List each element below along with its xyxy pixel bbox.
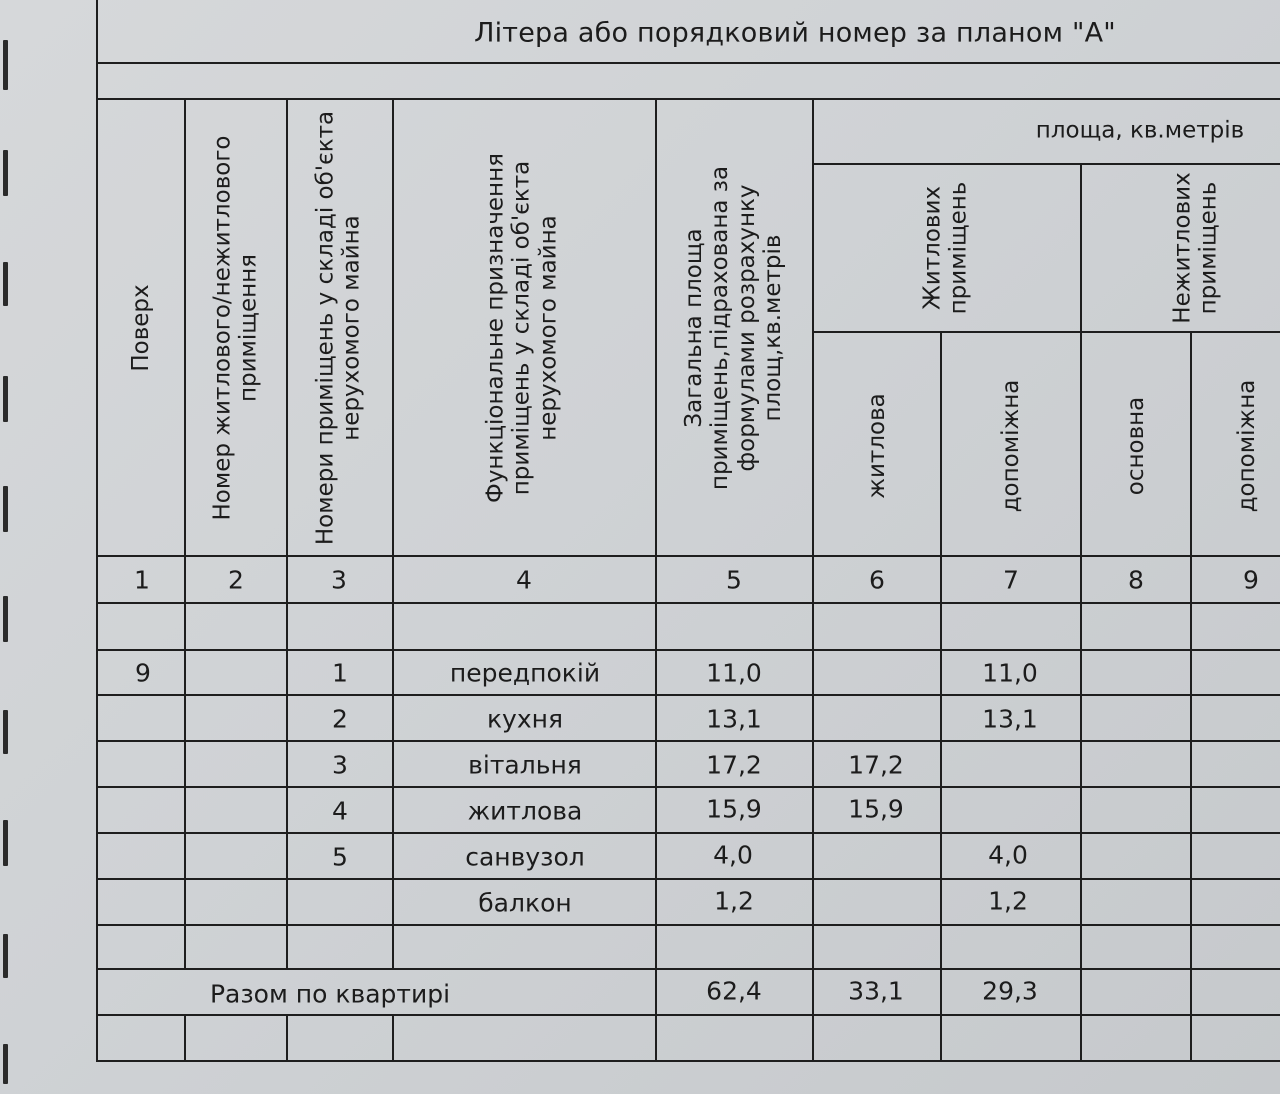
cell-aux: 11,0 — [982, 658, 1038, 688]
col-number: 7 — [1003, 565, 1019, 595]
header-nonres-auxiliary: допоміжна — [1233, 379, 1260, 513]
cell-total: 1,2 — [714, 886, 754, 916]
cell-purpose: кухня — [486, 704, 564, 734]
col-number: 2 — [228, 565, 244, 595]
header-floor: Поверх — [127, 284, 154, 372]
cell-living: 17,2 — [848, 750, 904, 780]
header-main: основна — [1122, 396, 1149, 496]
cell-purpose: житлова — [467, 796, 583, 826]
header-room-numbers: Номери приміщень у складі об'єкта нерухомого майна — [312, 110, 365, 546]
total-label: Разом по квартирі — [209, 979, 451, 1009]
header-nonresidential-group: Нежитлових приміщень — [1169, 172, 1222, 324]
cell-purpose: вітальня — [468, 750, 582, 780]
header-auxiliary: допоміжна — [997, 379, 1024, 513]
cell-aux: 1,2 — [988, 886, 1028, 916]
cell-room: 2 — [332, 704, 348, 734]
cell-aux: 4,0 — [988, 840, 1028, 870]
cell-living: 15,9 — [848, 794, 904, 824]
header-area: площа, кв.метрів — [1035, 117, 1245, 144]
cell-floor: 9 — [135, 658, 151, 688]
cell-purpose: балкон — [478, 888, 572, 918]
plan-title: Літера або порядковий номер за планом "А" — [474, 17, 1116, 49]
cell-purpose: передпокій — [449, 658, 601, 688]
cell-total: 17,2 — [706, 750, 762, 780]
cell-total: 13,1 — [706, 704, 762, 734]
col-number: 9 — [1243, 565, 1259, 595]
cell-total: 15,9 — [706, 794, 762, 824]
cell-total: 4,0 — [713, 840, 753, 870]
cell-aux: 13,1 — [982, 704, 1038, 734]
header-purpose: Функціональне призначення приміщень у складі об'єкта нерухомого майна — [482, 153, 562, 503]
col-number: 5 — [726, 565, 742, 595]
header-premises-number: Номер житлового/нежитлового приміщення — [209, 135, 262, 521]
total-aux: 29,3 — [982, 976, 1038, 1006]
cell-room: 4 — [332, 796, 348, 826]
total-area: 62,4 — [706, 976, 762, 1006]
cell-room: 1 — [332, 658, 348, 688]
col-number: 6 — [869, 565, 885, 595]
cell-room: 3 — [332, 750, 348, 780]
col-number: 4 — [516, 565, 532, 595]
col-number: 8 — [1128, 565, 1144, 595]
cell-room: 5 — [332, 842, 348, 872]
cell-purpose: санвузол — [465, 842, 585, 872]
header-living: житлова — [863, 393, 890, 499]
header-total-area: Загальна площа приміщень,підрахована за формулами розрахунку площ,кв.метрів — [681, 165, 787, 491]
binding-edge — [0, 0, 14, 1094]
col-number: 3 — [331, 565, 347, 595]
col-number: 1 — [134, 565, 150, 595]
header-residential-group: Житлових приміщень — [919, 181, 972, 315]
cell-total: 11,0 — [706, 658, 762, 688]
total-living: 33,1 — [848, 976, 904, 1006]
